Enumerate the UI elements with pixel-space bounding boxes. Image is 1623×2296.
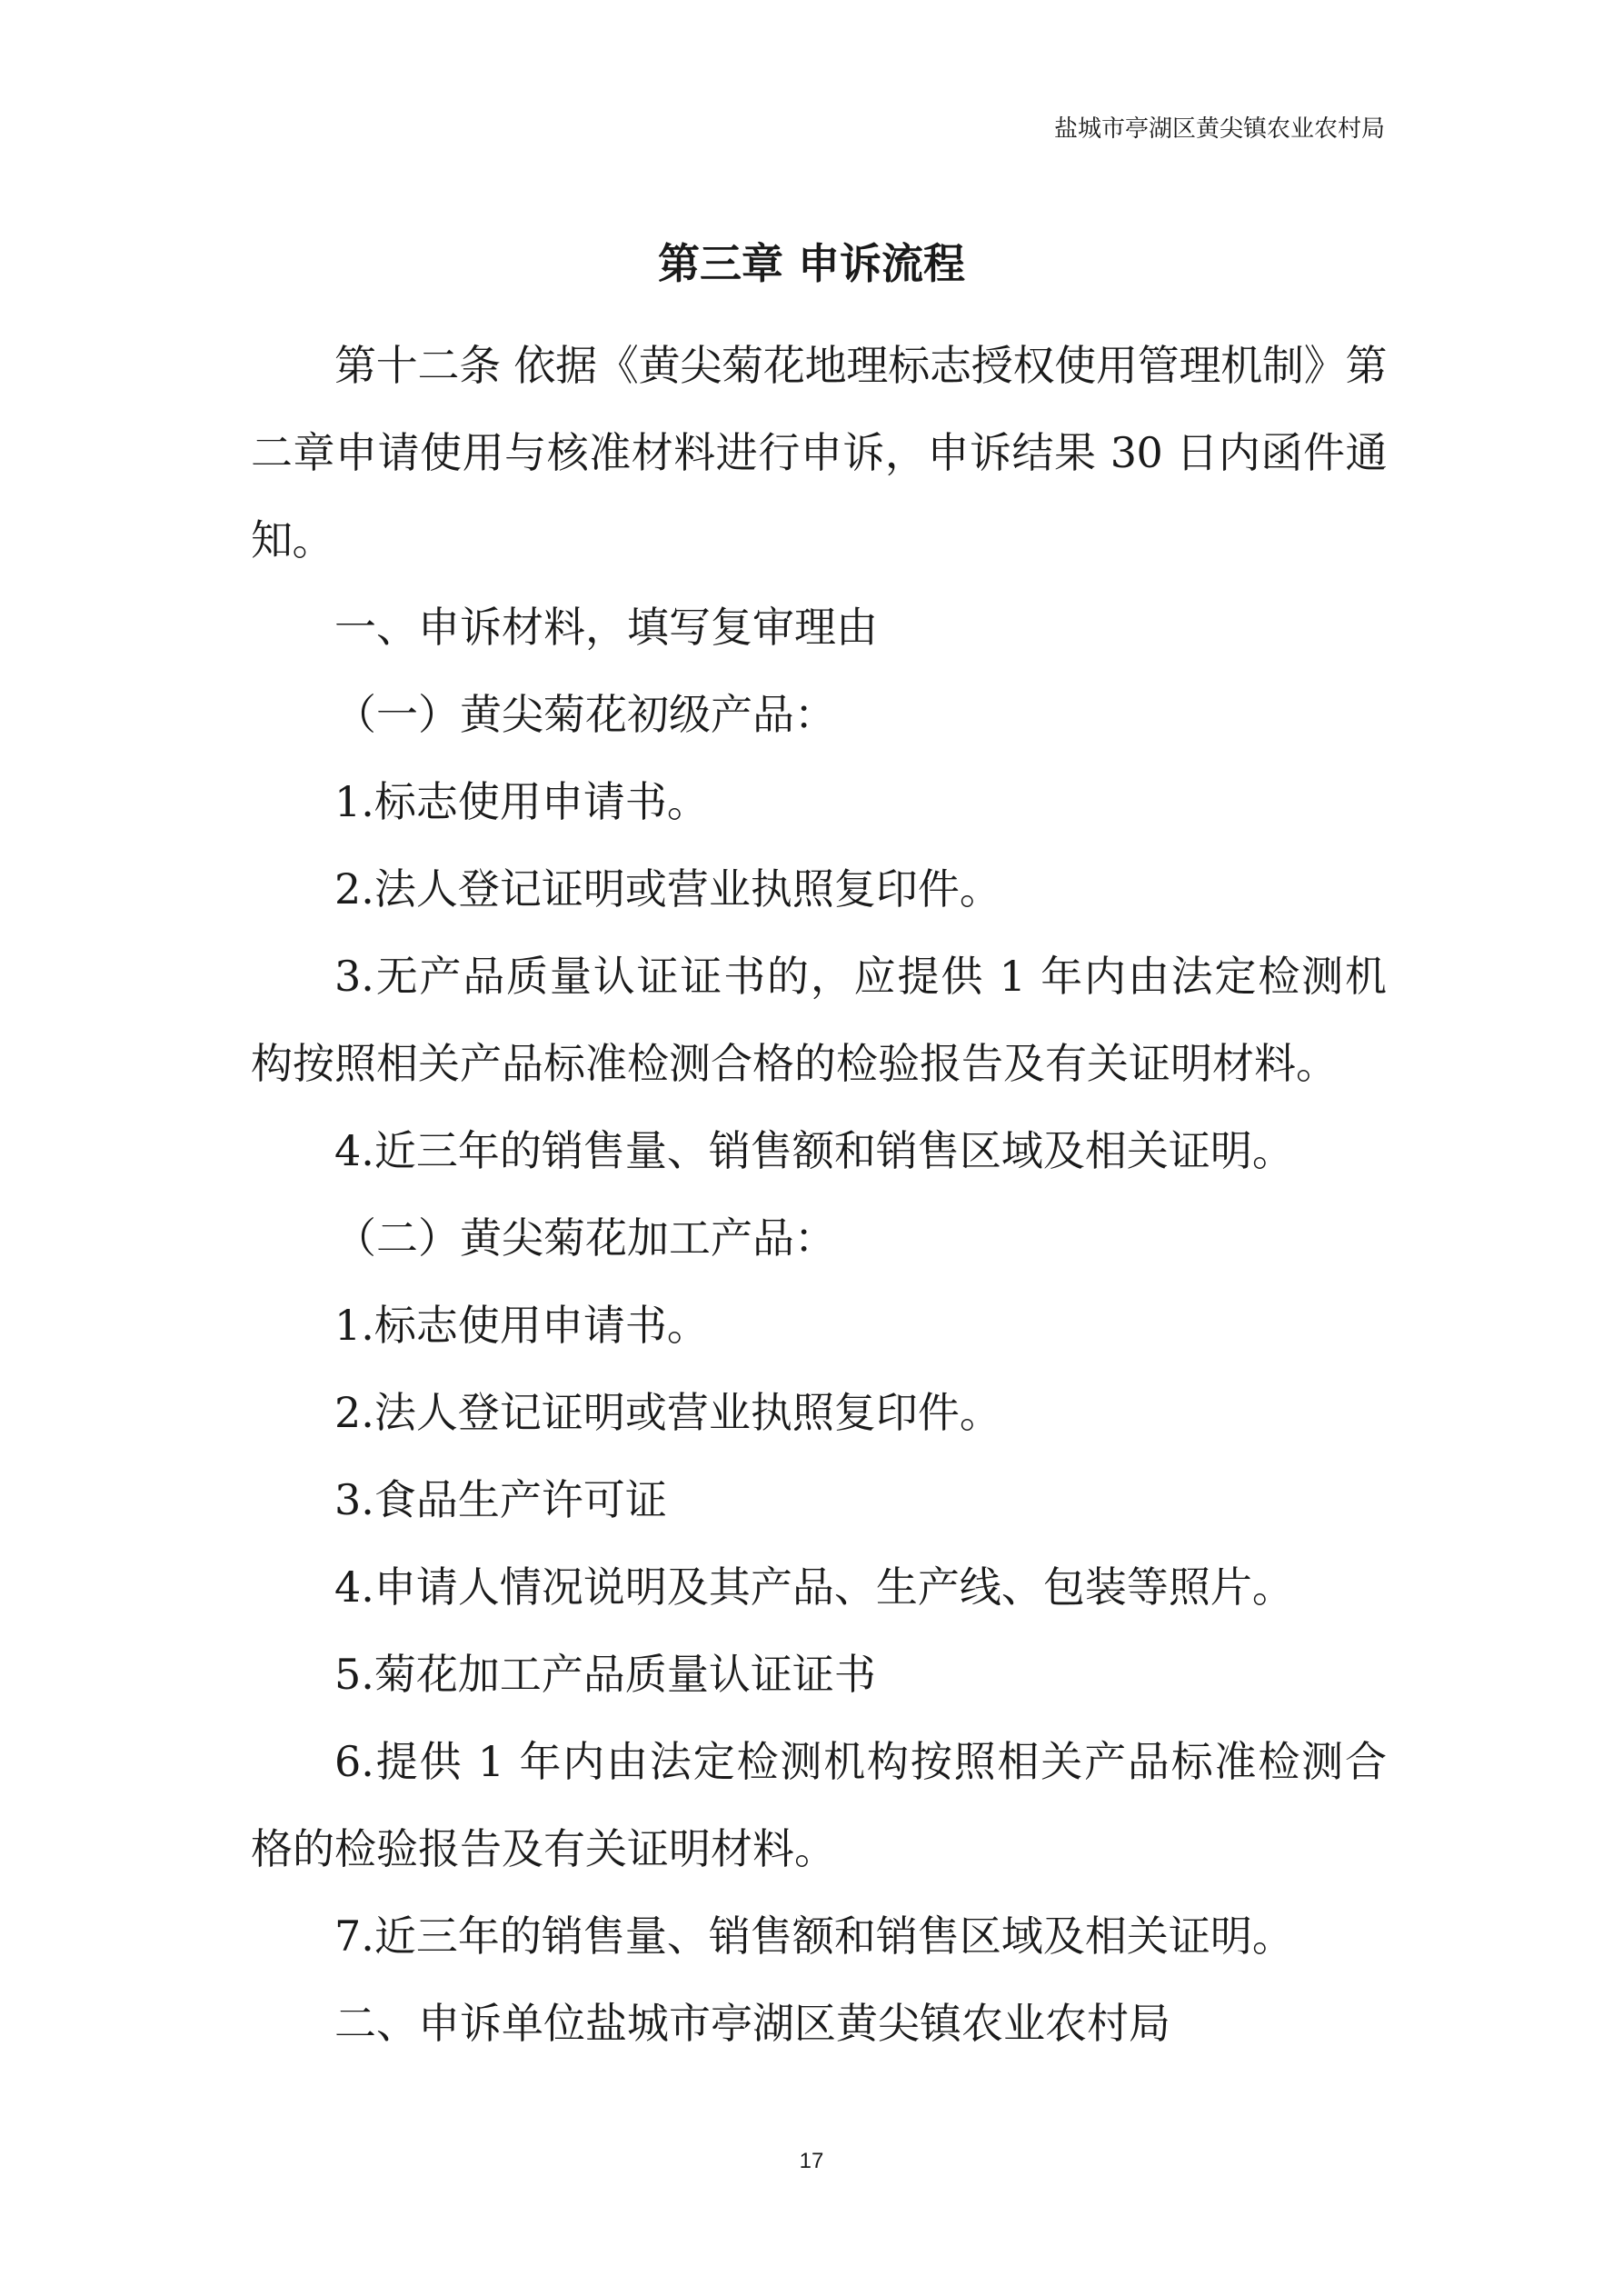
paragraph-appeal-unit: 二、申诉单位盐城市亭湖区黄尖镇农业农村局 — [334, 1999, 1170, 2048]
list-item: 2.法人登记证明或营业执照复印件。 — [334, 864, 1001, 913]
list-item: 4.申请人情况说明及其产品、生产线、包装等照片。 — [334, 1562, 1294, 1612]
list-item: 6.提供 1 年内由法定检测机构按照相关产品标准检测合格的检验报告及有关证明材料。 — [251, 1737, 1387, 1873]
list-item: 1.标志使用申请书。 — [334, 777, 709, 826]
list-item: 4.近三年的销售量、销售额和销售区域及相关证明。 — [334, 1126, 1294, 1175]
list-item: 3.无产品质量认证证书的，应提供 1 年内由法定检测机构按照相关产品标准检测合格的检验报告及有关证明材料。 — [251, 952, 1387, 1088]
paragraph-primary-products-heading: （一）黄尖菊花初级产品： — [334, 690, 836, 739]
document-body — [251, 322, 1387, 2067]
list-item: 2.法人登记证明或营业执照复印件。 — [334, 1388, 1001, 1437]
paragraph-processed-products-heading: （二）黄尖菊花加工产品： — [334, 1213, 836, 1263]
paragraph-appeal-materials: 一、申诉材料，填写复审理由 — [334, 603, 878, 652]
list-item: 7.近三年的销售量、销售额和销售区域及相关证明。 — [334, 1912, 1294, 1961]
list-item: 3.食品生产许可证 — [334, 1475, 667, 1524]
chapter-title: 第三章 申诉流程 — [657, 239, 965, 288]
list-item: 5.菊花加工产品质量认证证书 — [334, 1650, 876, 1699]
page-header-org: 盐城市亭湖区黄尖镇农业农村局 — [1053, 115, 1385, 143]
list-item: 1.标志使用申请书。 — [334, 1301, 709, 1350]
page-number: 17 — [799, 2149, 824, 2173]
paragraph-article-12: 第十二条 依据《黄尖菊花地理标志授权使用管理机制》第二章申请使用与核准材料进行申诉，申诉结果 30 日内函件通知。 — [251, 341, 1387, 564]
